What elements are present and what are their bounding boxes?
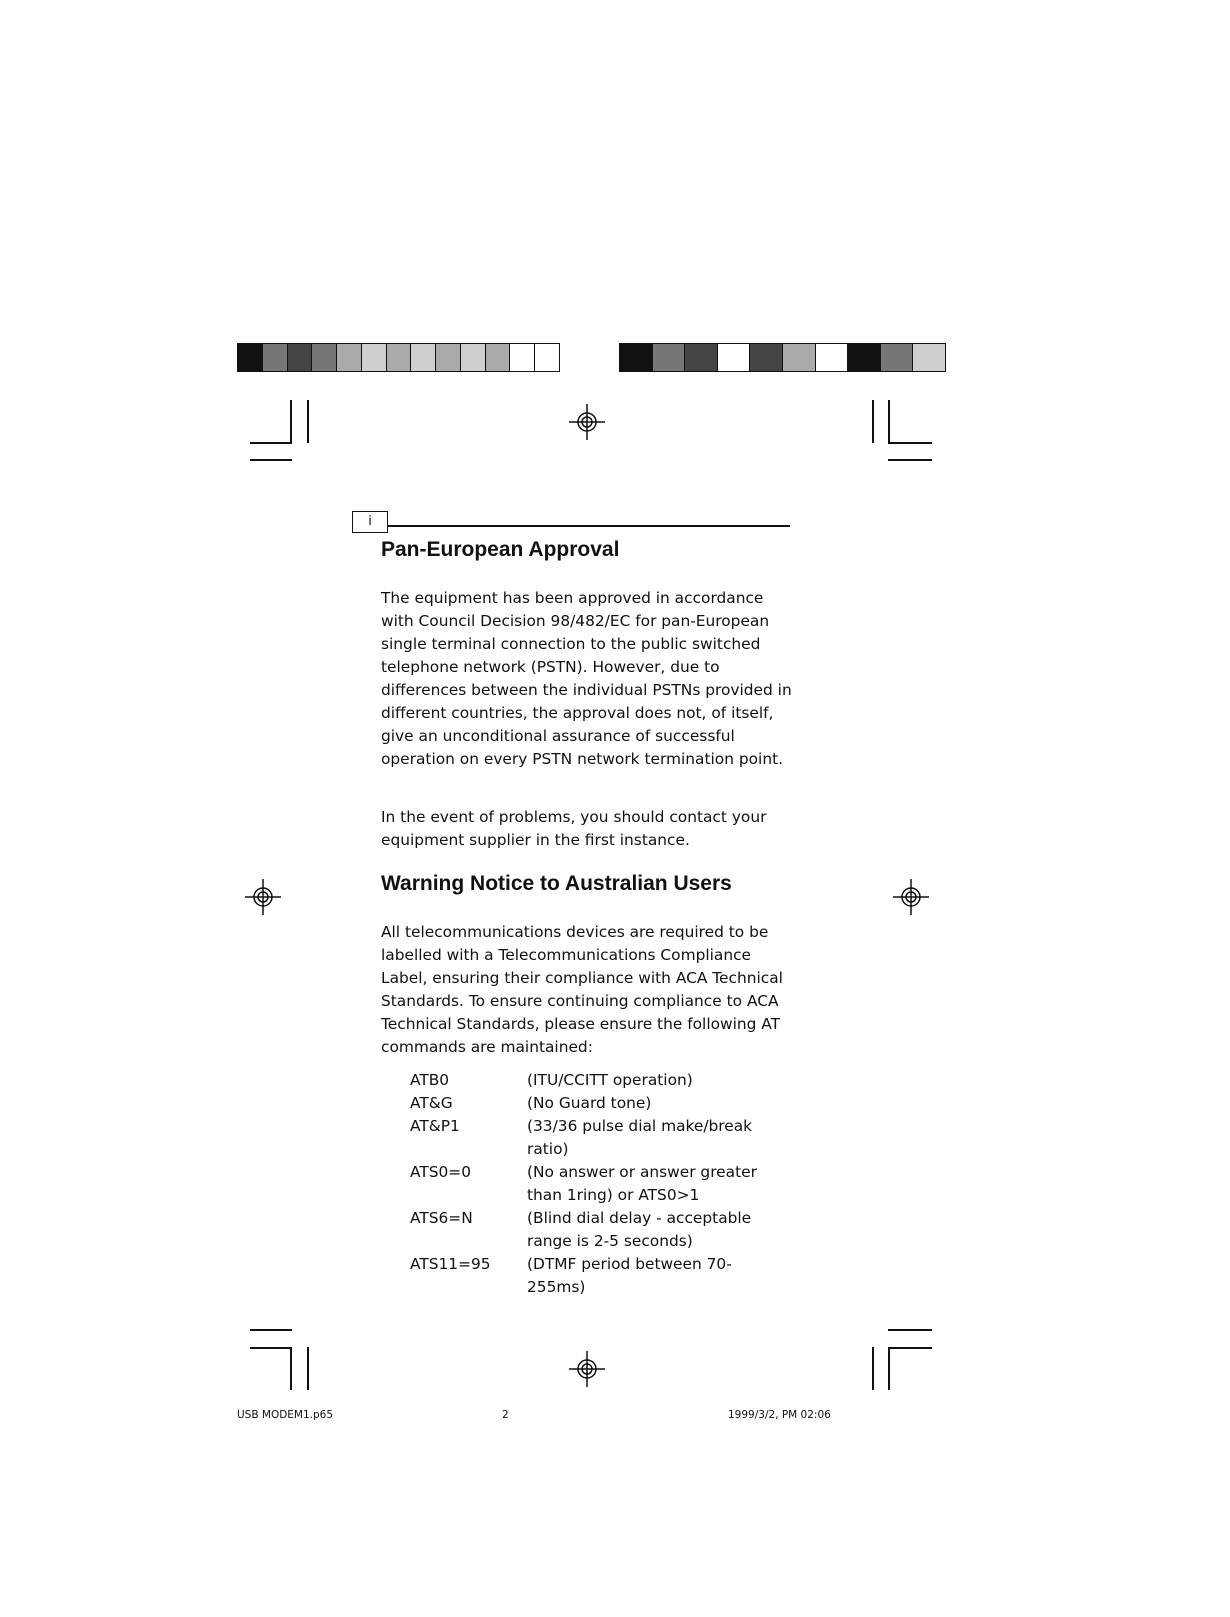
- registration-mark-top: [569, 404, 605, 440]
- pan-european-heading: Pan-European Approval: [381, 538, 620, 561]
- at-command-row: [410, 1115, 810, 1161]
- at-command-description: (33/36 pulse dial make/break ratio): [527, 1117, 753, 1158]
- section-rule: [388, 525, 790, 527]
- at-command-list: [410, 1069, 810, 1299]
- pan-european-paragraph-1: The equipment has been approved in accordance with Council Decision 98/482/EC for pan-European single terminal connection to the public switched telephone network (PSTN). However, due to differences between the individual PSTNs provided in different countries, the approval does not, of itself, give an unconditional assurance of successful operation on every PSTN network termination point.: [381, 589, 792, 768]
- footer-timestamp: 1999/3/2, PM 02:06: [728, 1409, 831, 1421]
- australian-heading: Warning Notice to Australian Users: [381, 872, 732, 895]
- at-command: AT&P1: [410, 1117, 460, 1135]
- at-command-description: (No Guard tone): [527, 1094, 652, 1112]
- at-command-row: [410, 1207, 810, 1253]
- pan-european-paragraph-2: In the event of problems, you should contact your equipment supplier in the first instance.: [381, 808, 767, 849]
- at-command: ATS11=95: [410, 1255, 491, 1273]
- at-command-description: (No answer or answer greater than 1ring) or ATS0>1: [527, 1163, 757, 1204]
- at-command: ATS0=0: [410, 1163, 471, 1181]
- at-command-description: (DTMF period between 70-255ms): [527, 1255, 732, 1296]
- at-command-row: [410, 1092, 810, 1115]
- at-command-row: [410, 1069, 810, 1092]
- at-command-row: [410, 1253, 810, 1299]
- color-bar-right: [619, 343, 946, 372]
- footer-filename: USB MODEM1.p65: [237, 1409, 334, 1421]
- at-command-description: (Blind dial delay - acceptable range is 2-5 seconds): [527, 1209, 752, 1250]
- footer-page-number: 2: [502, 1409, 509, 1421]
- at-command-row: [410, 1161, 810, 1207]
- at-command-description: (ITU/CCITT operation): [527, 1071, 693, 1089]
- section-tab: i: [352, 511, 388, 533]
- at-command: ATB0: [410, 1071, 450, 1089]
- registration-mark-bottom: [569, 1351, 605, 1387]
- at-command: AT&G: [410, 1094, 453, 1112]
- registration-mark-left: [245, 879, 281, 915]
- color-bar-left: [237, 343, 560, 372]
- australian-intro: All telecommunications devices are required to be labelled with a Telecommunications Compliance Label, ensuring their compliance with ACA Technical Standards. To ensure continuing compliance to ACA Technical Standards, please ensure the following AT commands are maintained:: [381, 923, 783, 1056]
- at-command: ATS6=N: [410, 1209, 473, 1227]
- registration-mark-right: [893, 879, 929, 915]
